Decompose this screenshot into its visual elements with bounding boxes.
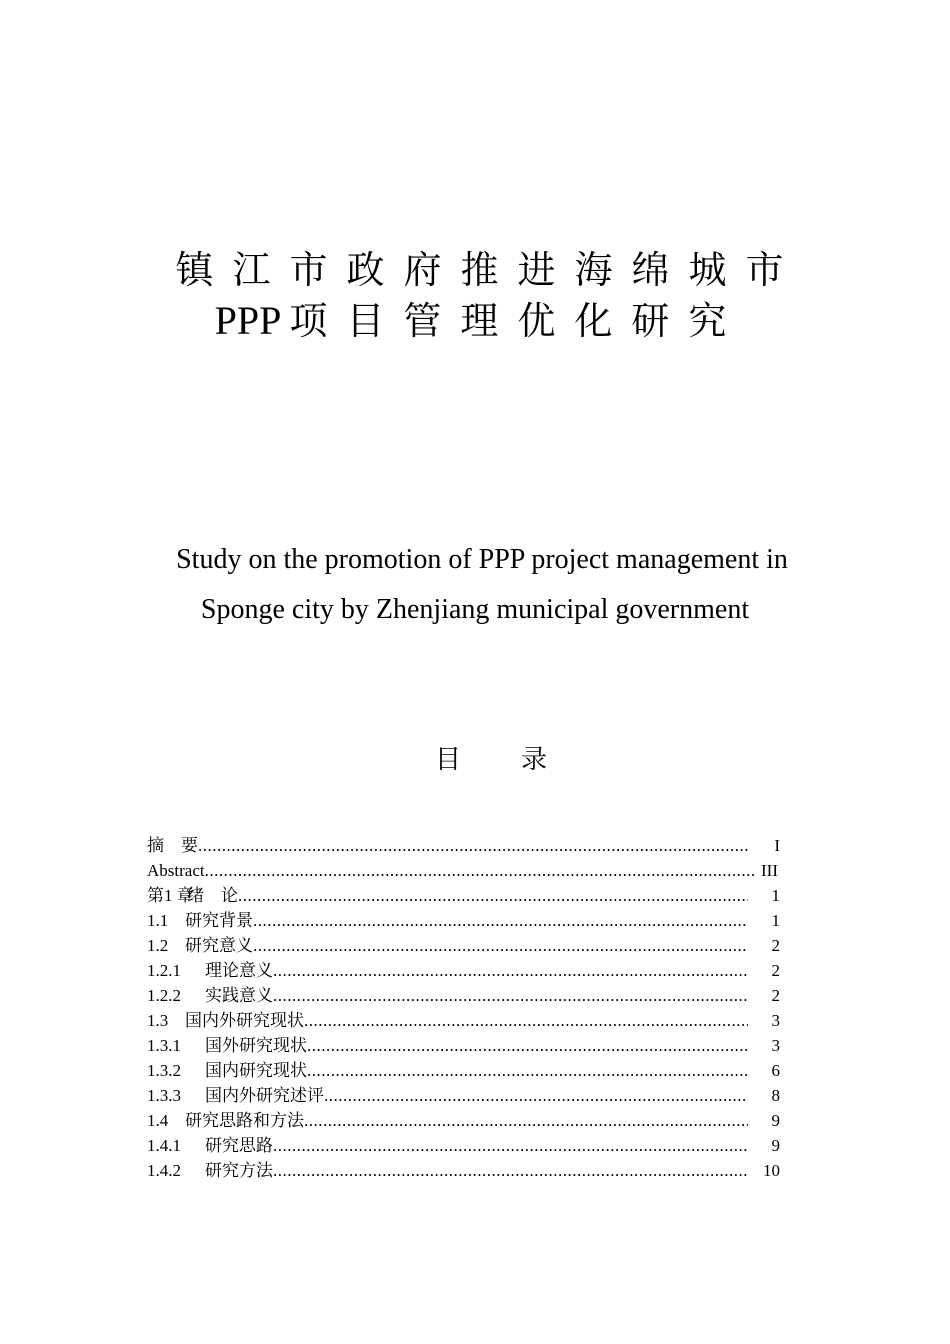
toc-entry-number: 1.3: [147, 1011, 169, 1030]
toc-entry-label: 摘 要 .....: [147, 833, 752, 858]
toc-entry-1-1[interactable]: [147, 908, 792, 933]
toc-entry-label: 1.4 研究思路和方法 .....: [147, 1108, 752, 1133]
toc-entry-1-4[interactable]: [147, 1108, 792, 1133]
toc-entry-number: 1.4: [147, 1111, 169, 1130]
toc-entry-chapter-1[interactable]: [147, 883, 792, 908]
toc-page-number: 6: [748, 1058, 780, 1083]
toc-entry-number: 1.3.3: [147, 1086, 181, 1105]
toc-page-number: 9: [748, 1108, 780, 1133]
toc-entry-label: 1.2.1 理论意义 .....: [147, 958, 752, 983]
toc-entry-number: 1.3.2: [147, 1061, 181, 1080]
toc-page-number: 1: [748, 883, 780, 908]
toc-entry-label: 1.3.3 国内外研究述评 .....: [147, 1083, 752, 1108]
toc-page-number: 2: [748, 958, 780, 983]
toc-entry-number: 1.1: [147, 911, 169, 930]
toc-entry-label: 第1 章绪 论 .....: [147, 883, 752, 908]
toc-entry-1-4-2[interactable]: [147, 1158, 792, 1183]
toc-heading: 目录: [434, 745, 607, 775]
toc-page-number: 9: [748, 1133, 780, 1158]
toc-entry-1-3-3[interactable]: [147, 1083, 792, 1108]
toc-page-number: I: [748, 833, 780, 858]
toc-entry-1-3-2[interactable]: [147, 1058, 792, 1083]
toc-page-number: 1: [748, 908, 780, 933]
chinese-title-ppp: PPP: [214, 298, 282, 343]
toc-entry-number: 1.4.2: [147, 1161, 181, 1180]
toc-entry-label: 1.3 国内外研究现状 .....: [147, 1008, 752, 1033]
toc-entry-number: 1.4.1: [147, 1136, 181, 1155]
toc-entry-label: Abstract .....: [147, 858, 778, 883]
chinese-title-line-1: 镇江市政府推进海绵城市: [175, 248, 803, 292]
chinese-title-line-2: [0, 296, 950, 346]
toc-entry-1-3-1[interactable]: [147, 1033, 792, 1058]
toc-entry-label: 1.4.1 研究思路 .....: [147, 1133, 752, 1158]
toc-entry-1-4-1[interactable]: [147, 1133, 792, 1158]
toc-page-number: 8: [748, 1083, 780, 1108]
toc-entry-1-2[interactable]: [147, 933, 792, 958]
toc-page-number: 2: [748, 983, 780, 1008]
chinese-title-line-2-text: 项目管理优化研究: [289, 299, 746, 343]
toc-entry-1-2-1[interactable]: [147, 958, 792, 983]
toc-entry-abstract-en[interactable]: [147, 858, 792, 883]
toc-entry-number: 1.2.1: [147, 961, 181, 980]
toc-entry-label: 1.4.2 研究方法 .....: [147, 1158, 752, 1183]
toc-entry-1-3[interactable]: [147, 1008, 792, 1033]
toc-entry-label: 1.3.1 国外研究现状 .....: [147, 1033, 752, 1058]
toc-entry-label: 1.2 研究意义 .....: [147, 933, 752, 958]
toc-page-number: III: [756, 858, 778, 883]
toc-entry-label: 1.3.2 国内研究现状 .....: [147, 1058, 752, 1083]
toc-entry-abstract-cn[interactable]: [147, 833, 792, 858]
toc-page-number: 3: [748, 1008, 780, 1033]
toc-page-number: 10: [748, 1158, 780, 1183]
toc-entry-number: 1.2: [147, 936, 169, 955]
toc-entry-label: 1.1 研究背景 .....: [147, 908, 752, 933]
toc-page-number: 2: [748, 933, 780, 958]
toc-page-number: 3: [748, 1033, 780, 1058]
english-title-line-1: Study on the promotion of PPP project management in: [176, 544, 788, 575]
table-of-contents: [147, 833, 792, 1183]
toc-entry-number: 第1 章: [147, 886, 194, 905]
english-title-line-2: Sponge city by Zhenjiang municipal government: [200, 594, 750, 625]
toc-entry-number: 1.3.1: [147, 1036, 181, 1055]
toc-entry-1-2-2[interactable]: [147, 983, 792, 1008]
toc-entry-label: 1.2.2 实践意义 .....: [147, 983, 752, 1008]
toc-entry-number: 1.2.2: [147, 986, 181, 1005]
